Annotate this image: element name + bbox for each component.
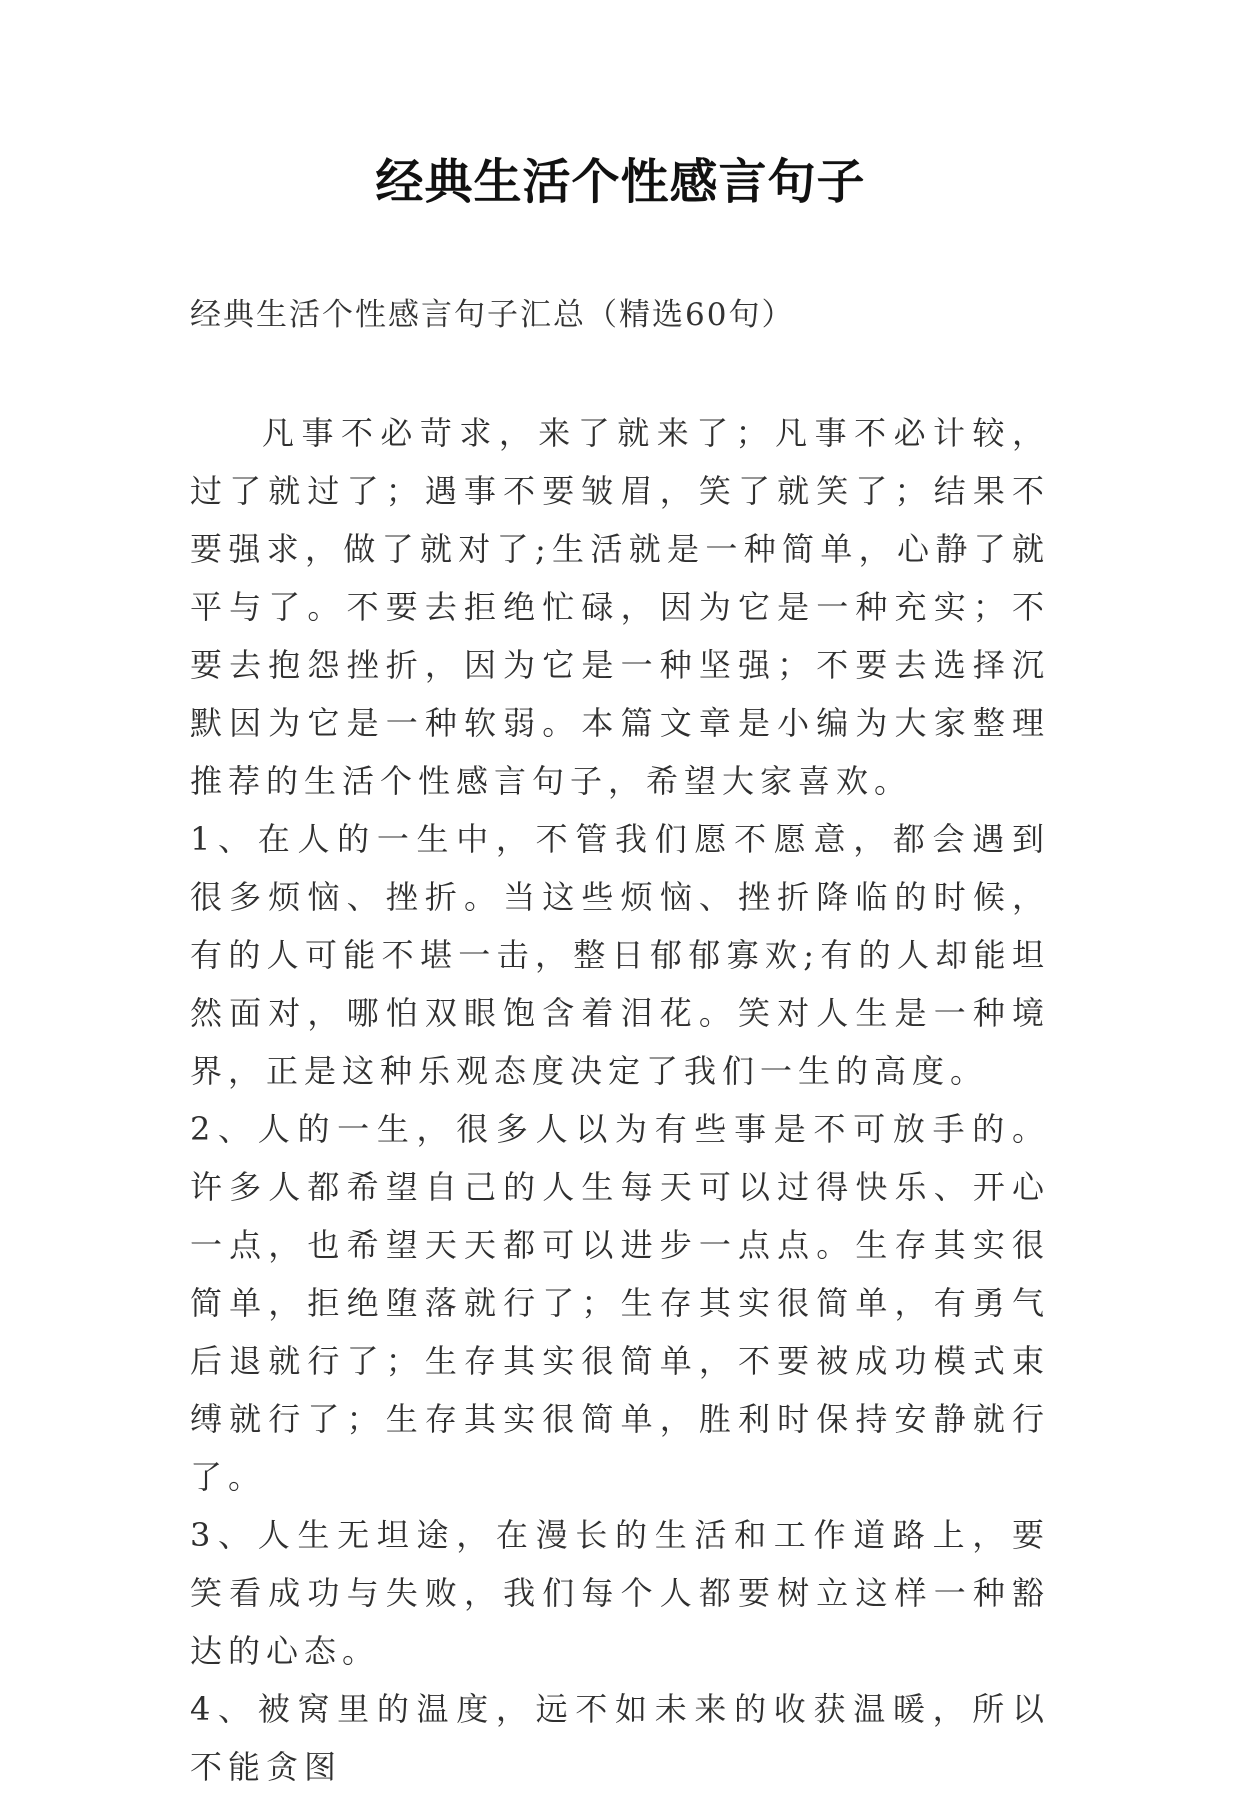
list-item-4: 4、被窝里的温度，远不如未来的收获温暖，所以不能贪图 bbox=[190, 1690, 1050, 1786]
list-item-1: 1、在人的一生中，不管我们愿不愿意，都会遇到很多烦恼、挫折。当这些烦恼、挫折降临的时候，有的人可能不堪一击，整日郁郁寡欢;有的人却能坦然面对，哪怕双眼饱含着泪花。笑对人生是一种境界，正是这种乐观态度决定了我们一生的高度。 bbox=[190, 820, 1050, 1090]
list-item-2: 2、人的一生，很多人以为有些事是不可放手的。许多人都希望自己的人生每天可以过得快乐、开心一点，也希望天天都可以进步一点点。生存其实很简单，拒绝堕落就行了；生存其实很简单，有勇气后退就行了；生存其实很简单，不要被成功模式束缚就行了；生存其实很简单，胜利时保持安静就行了。 bbox=[190, 1110, 1050, 1496]
list-item-3: 3、人生无坦途，在漫长的生活和工作道路上，要笑看成功与失败，我们每个人都要树立这样一种豁达的心态。 bbox=[190, 1516, 1050, 1670]
intro-paragraph: 凡事不必苛求，来了就来了；凡事不必计较，过了就过了；遇事不要皱眉，笑了就笑了；结果不要强求，做了就对了;生活就是一种简单，心静了就平与了。不要去拒绝忙碌，因为它是一种充实；不要去抱怨挫折，因为它是一种坚强；不要去选择沉默因为它是一种软弱。本篇文章是小编为大家整理推荐的生活个性感言句子，希望大家喜欢。 bbox=[190, 414, 1050, 800]
document-title: 经典生活个性感言句子 bbox=[375, 154, 866, 210]
document-body bbox=[190, 404, 1050, 1796]
document-subtitle: 经典生活个性感言句子汇总（精选60句） bbox=[190, 297, 795, 333]
